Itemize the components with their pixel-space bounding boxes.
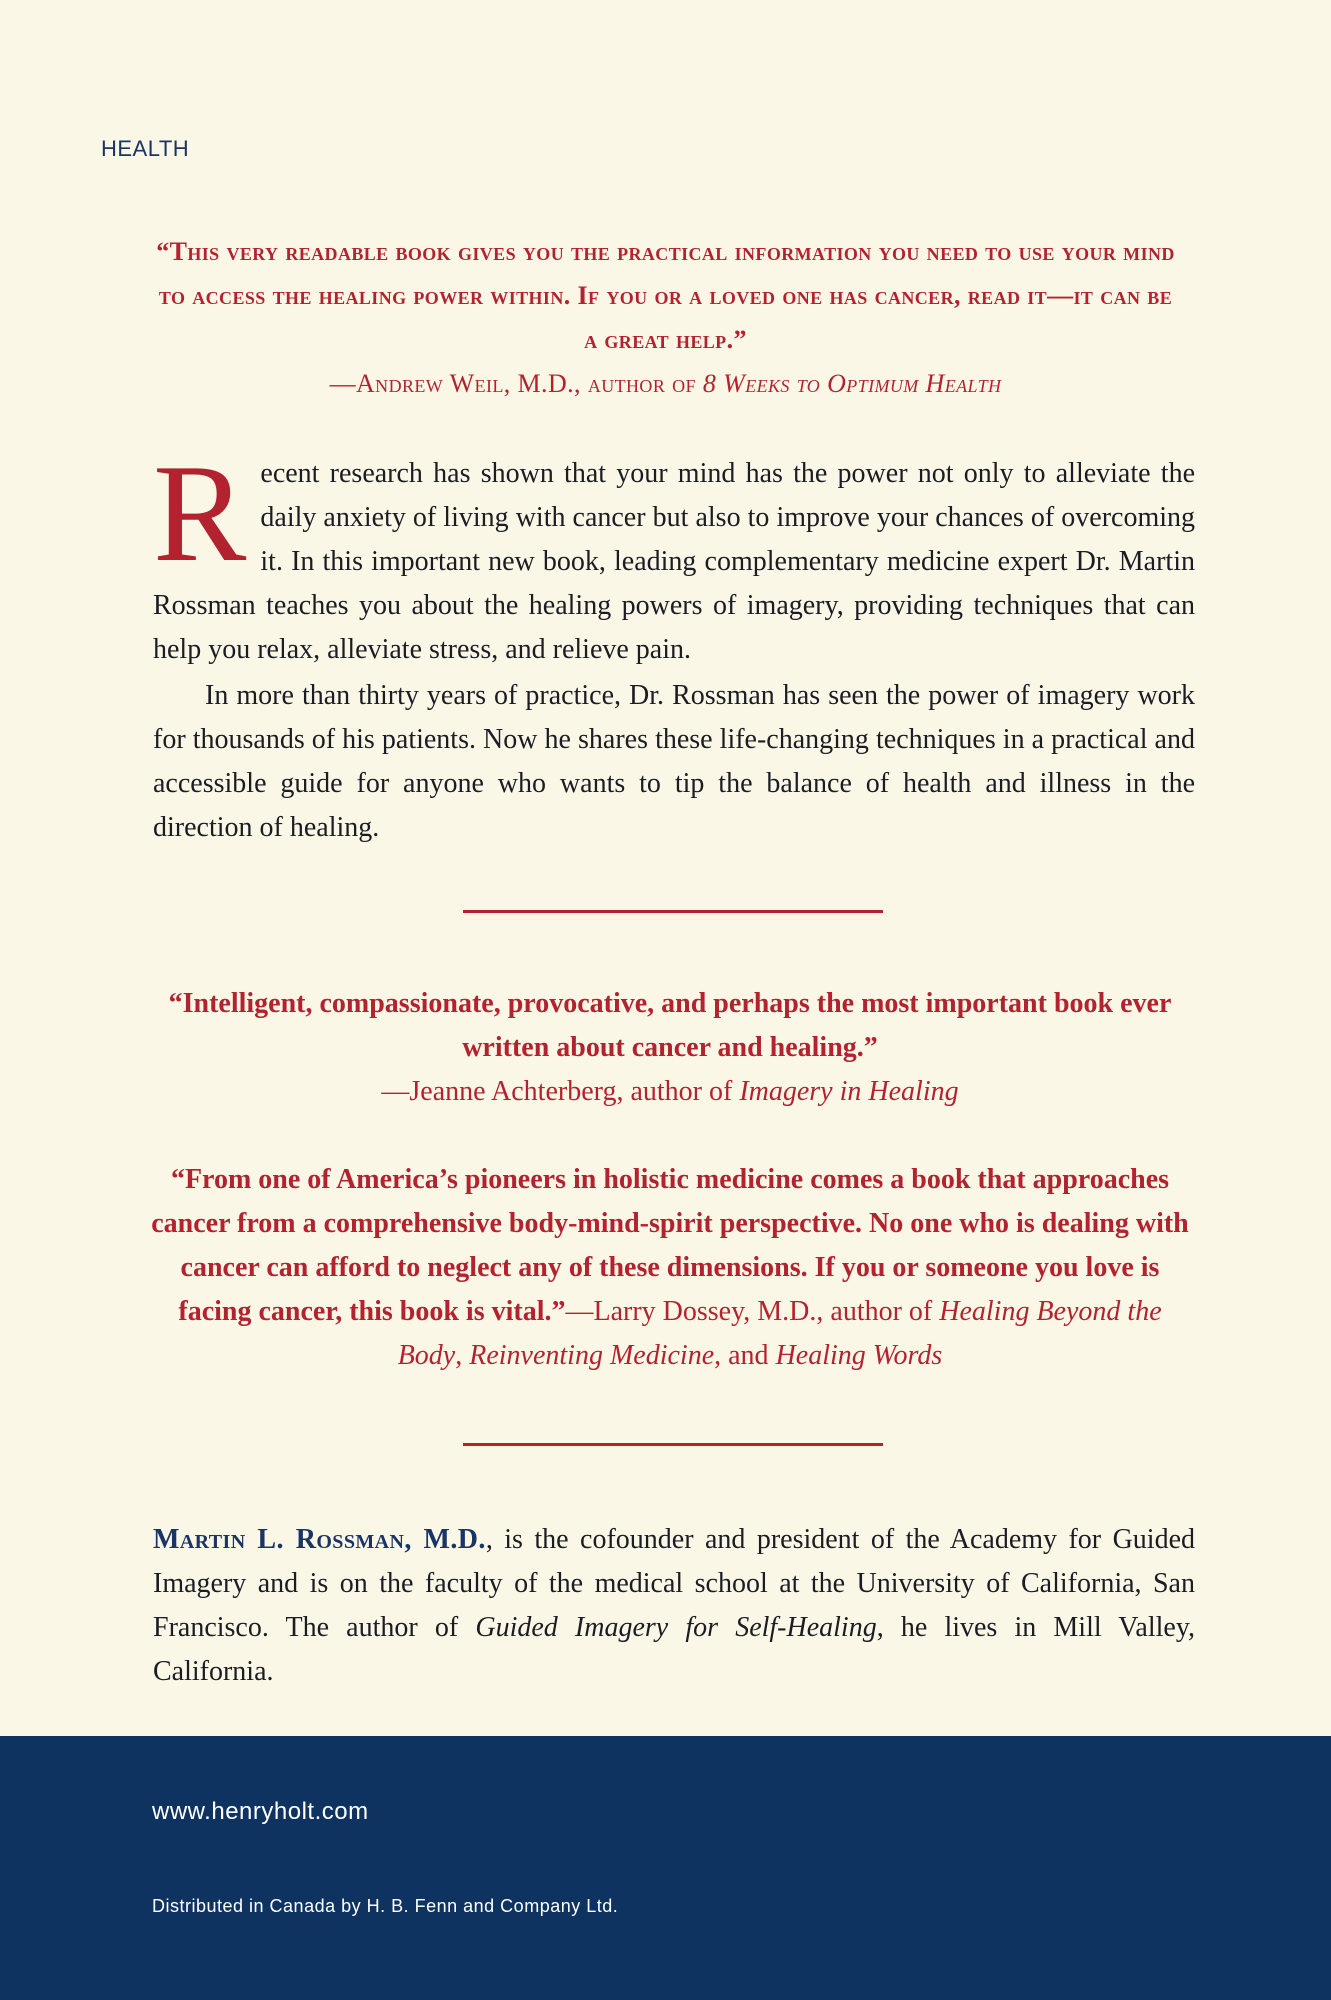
publisher-website: www.henryholt.com (152, 1798, 369, 1825)
footer-band (0, 1736, 1331, 2000)
endorsement-dossey-text: “From one of America’s pioneers in holistic medicine comes a book that approaches cancer from a comprehensive body-mind-spirit perspective. No one who is dealing with cancer can afford to neglect any of these dimensions. If you or someone you love is facing cancer, this book is vital.” (151, 1164, 1189, 1327)
bio-text-1: , is the cofounder and president of the Academy for Guided Imagery and is on the faculty of the medical school at the University of California, San Francisco. The author of (153, 1524, 1195, 1643)
drop-cap: R (153, 436, 247, 591)
attribution-prefix: —Andrew Weil, M.D., author of (329, 369, 703, 398)
attribution-prefix: —Larry Dossey, M.D., author of (565, 1296, 940, 1327)
endorsement-weil-text: “This very readable book gives you the practical information you need to use your mind to access the healing power within. If you or a loved one has cancer, read it—it can be a great help.” (156, 237, 1175, 354)
endorsement-dossey (150, 1158, 1190, 1378)
category-label: HEALTH (101, 136, 190, 161)
divider-rule (463, 910, 883, 913)
bio-text-2: , he lives in Mill Valley, California. (153, 1612, 1195, 1687)
attribution-book-title-3: Healing Words (775, 1340, 943, 1371)
attribution-book-title-1: Healing Beyond the Body (397, 1296, 1162, 1371)
endorsement-achterberg-attribution (381, 1076, 958, 1107)
attribution-book-title-2: Reinventing Medicine (469, 1340, 715, 1371)
attribution-book-title: Imagery in Healing (739, 1076, 959, 1107)
attribution-separator: , and (714, 1340, 776, 1371)
description-paragraph-2: In more than thirty years of practice, Dr. Rossman has seen the power of imagery work for thousands of his patients. Now he shares these life-changing techniques in a practical and accessible guide for anyone who wants to tip the balance of health and illness in the direction of healing. (153, 680, 1195, 843)
author-bio (153, 1518, 1195, 1694)
divider-rule (463, 1443, 883, 1446)
attribution-separator: , (455, 1340, 470, 1371)
paragraph-1-text: ecent research has shown that your mind has the power not only to alleviate the daily anxiety of living with cancer but also to improve your chances of overcoming it. In this important new book, leading complementary medicine expert Dr. Martin Rossman teaches you about the healing powers of imagery, providing techniques that can help you relax, alleviate stress, and relieve pain. (153, 458, 1195, 665)
description-paragraph-1 (153, 436, 1195, 672)
endorsement-weil (150, 230, 1181, 406)
endorsement-achterberg-text: “Intelligent, compassionate, provocative, and perhaps the most important book ever written about cancer and healing.” (168, 988, 1172, 1063)
attribution-prefix: —Jeanne Achterberg, author of (381, 1076, 740, 1107)
distribution-notice: Distributed in Canada by H. B. Fenn and Company Ltd. (152, 1896, 619, 1916)
attribution-book-title: 8 Weeks to Optimum Health (702, 369, 1002, 398)
author-book-title: Guided Imagery for Self-Healing (475, 1612, 877, 1643)
author-name: Martin L. Rossman, M.D. (153, 1524, 486, 1555)
book-description (153, 436, 1195, 850)
endorsement-achterberg (150, 982, 1190, 1114)
endorsement-weil-attribution (150, 362, 1181, 406)
